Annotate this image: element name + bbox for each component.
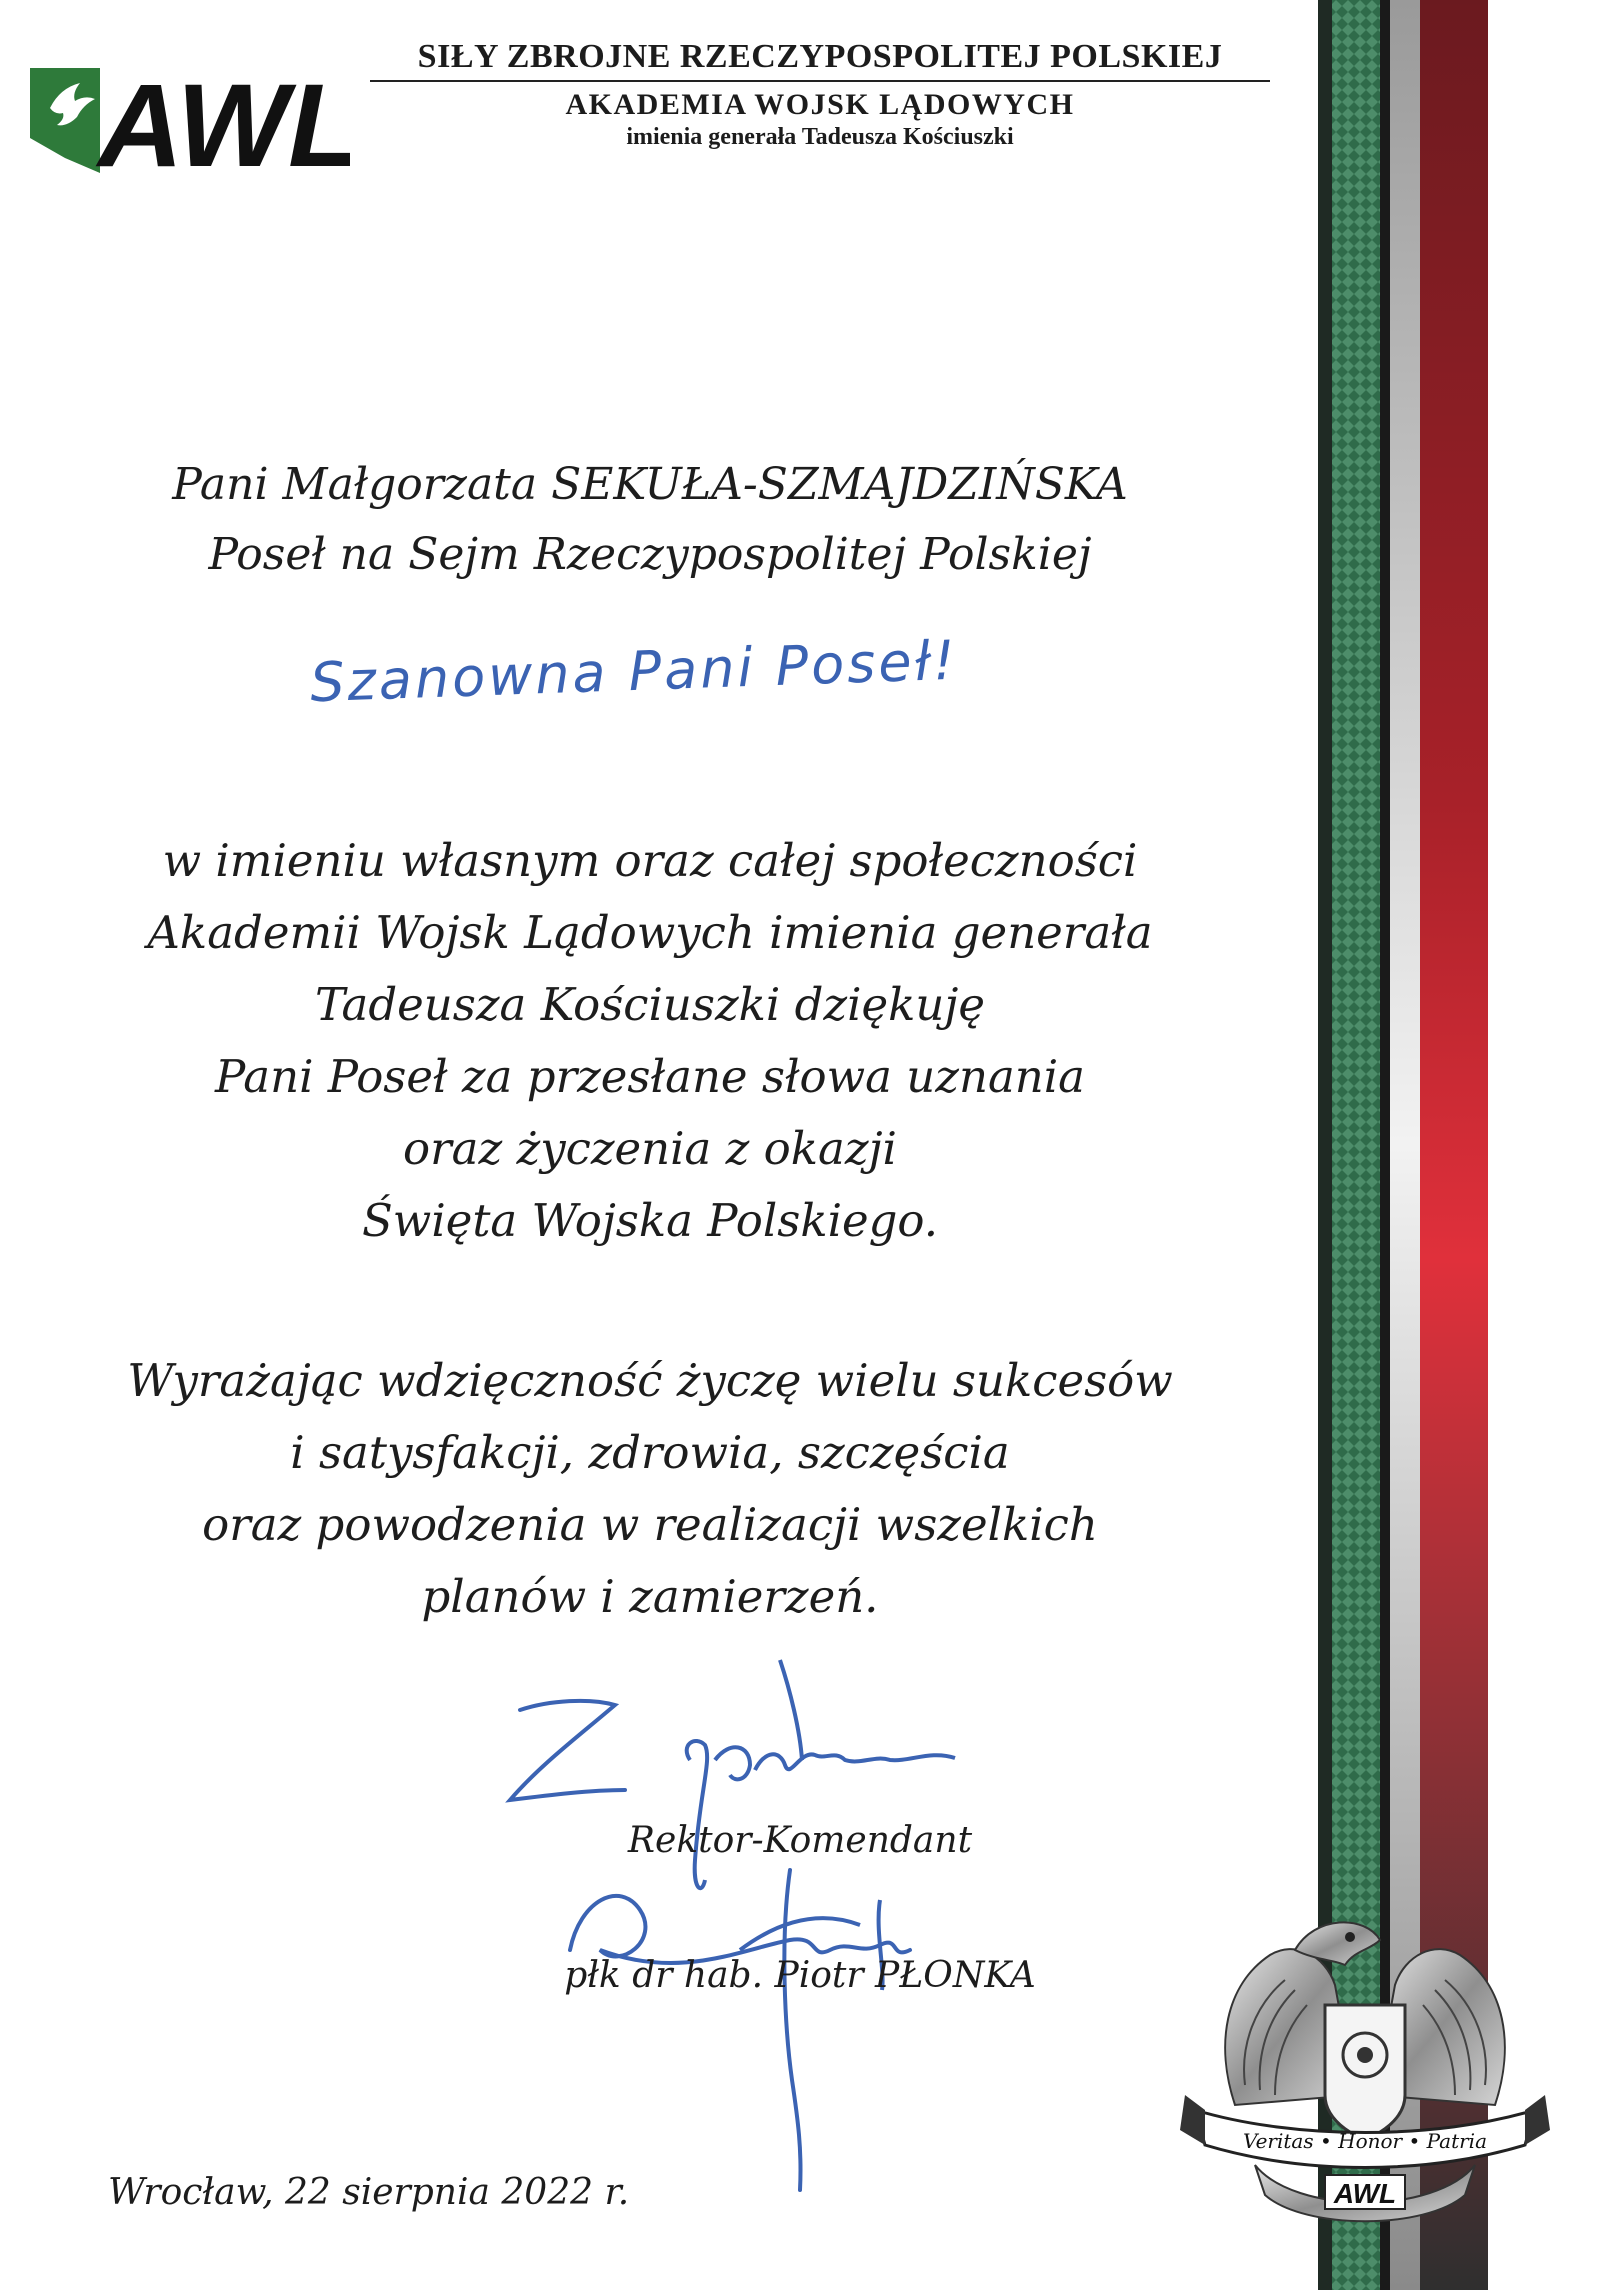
recipient-block xyxy=(60,450,1240,590)
text-line: Tadeusza Kościuszki dziękuję xyxy=(314,978,985,1031)
text-line: i satysfakcji, zdrowia, szczęścia xyxy=(290,1426,1010,1479)
recipient-title: Poseł na Sejm Rzeczypospolitej Polskiej xyxy=(208,529,1092,580)
handwritten-greeting: Szanowna Pani Poseł! xyxy=(309,628,959,715)
eagle-shield-icon xyxy=(30,38,350,173)
text-line: Akademii Wojsk Lądowych imienia generała xyxy=(147,906,1153,959)
text-line: Pani Poseł za przesłane słowa uznania xyxy=(215,1050,1085,1103)
header-line2: AKADEMIA WOJSK LĄDOWYCH xyxy=(565,88,1075,121)
text-line: w imieniu własnym oraz całej społeczności xyxy=(162,834,1138,887)
text-line: Wyrażając wdzięczność życzę wielu sukcesów xyxy=(127,1354,1173,1407)
header-line3: imienia generała Tadeusza Kościuszki xyxy=(626,124,1014,150)
emblem-label: AWL xyxy=(1333,2178,1397,2209)
header-line1: SIŁY ZBROJNE RZECZYPOSPOLITEJ POLSKIEJ xyxy=(417,38,1223,75)
handwritten-signature xyxy=(480,1650,1040,2210)
awl-logo xyxy=(30,38,350,173)
header-divider xyxy=(370,80,1270,82)
text-line: planów i zamierzeń. xyxy=(421,1570,879,1623)
paragraph-1 xyxy=(60,825,1240,1257)
text-line: oraz życzenia z okazji xyxy=(403,1122,897,1175)
signer-name: płk dr hab. Piotr PŁONKA xyxy=(564,1955,1036,1996)
place-date: Wrocław, 22 sierpnia 2022 r. xyxy=(108,2172,630,2213)
institution-header xyxy=(370,38,1270,151)
emblem-motto: Veritas • Honor • Patria xyxy=(1242,2129,1488,2153)
text-line: oraz powodzenia w realizacji wszelkich xyxy=(202,1498,1098,1551)
text-line: Święta Wojska Polskiego. xyxy=(361,1194,939,1247)
signer-role: Rektor-Komendant xyxy=(627,1820,973,1861)
paragraph-2 xyxy=(60,1345,1240,1633)
logo-text: AWL xyxy=(98,60,350,173)
eagle-emblem-icon xyxy=(1175,1895,1555,2235)
recipient-name: Pani Małgorzata SEKUŁA-SZMAJDZIŃSKA xyxy=(172,459,1128,510)
